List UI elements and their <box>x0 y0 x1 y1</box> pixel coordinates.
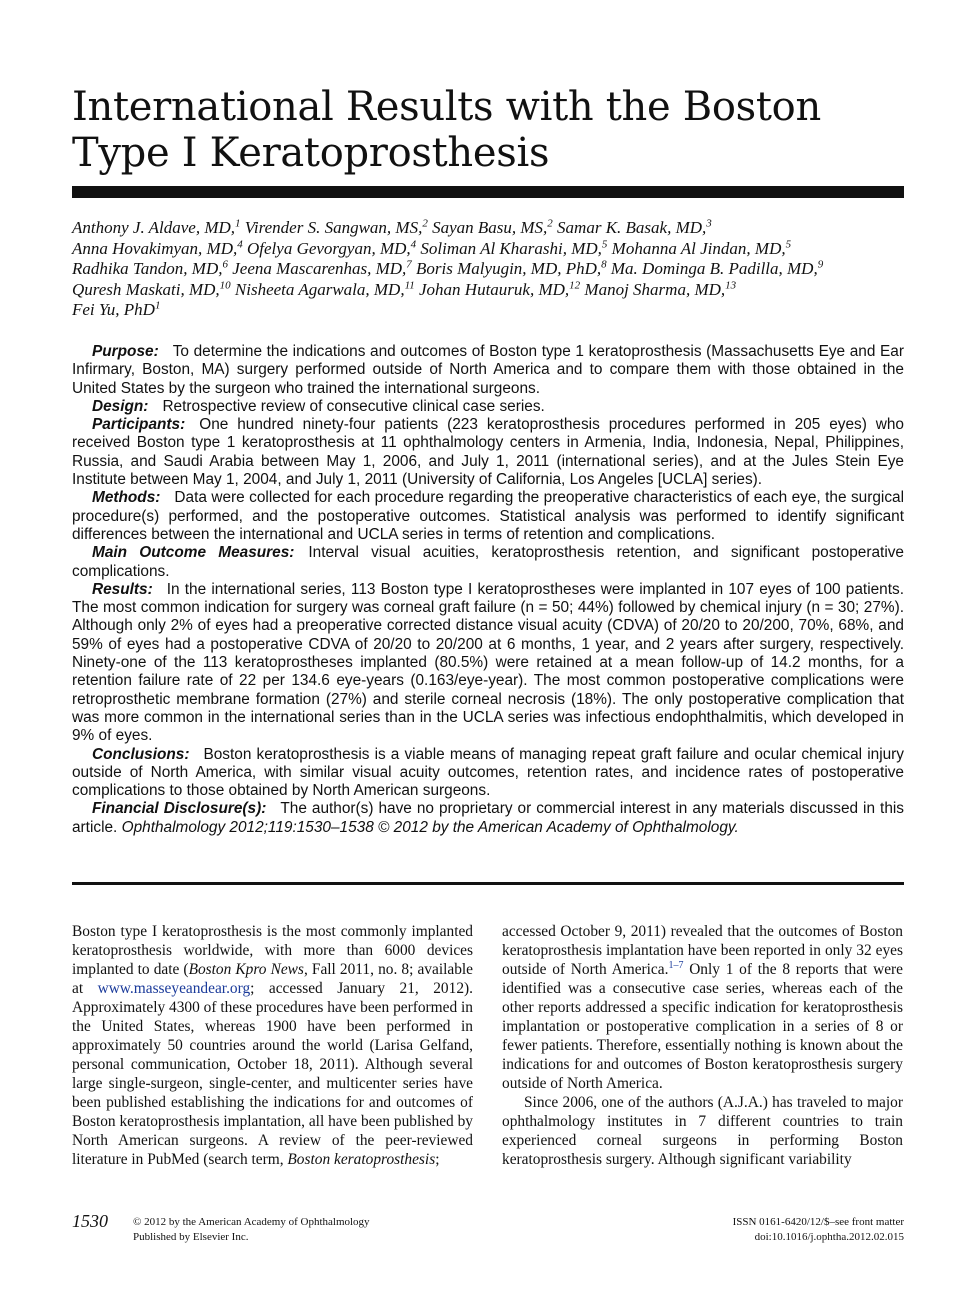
body-column-left <box>72 922 473 1169</box>
footer-left <box>133 1215 370 1245</box>
author: Boris Malyugin, MD, PhD,$^8$ <box>416 258 607 278</box>
body-paragraph: accessed October 9, 2011) revealed that the outcomes of Boston keratoprosthesis implantation have been reported in only 32 eyes outside of North America.$^{1-7}$ Only 1 of the 8 reports that were identified was a consecutive case series, whereas each of the other reports addressed a specific indication for keratoprosthesis implantation or postoperative complication in a series of 8 or fewer patients. Therefore, essentially nothing is known about the indications for and outcomes of Boston keratoprosthesis surgery outside of North America. <box>502 923 903 1092</box>
author-list <box>72 218 912 321</box>
author: Soliman Al Kharashi, MD,$^5$ <box>420 237 608 258</box>
page-number: 1530 <box>72 1211 108 1231</box>
author: Quresh Maskati, MD,$^{10}$ <box>72 278 231 299</box>
body-column-right <box>502 922 903 1169</box>
author: Ma. Dominga B. Padilla, MD,$^9$ <box>610 258 824 278</box>
abstract-outcome-measures: Main Outcome Measures: Interval visual acuities, keratoprosthesis retention, and significant postoperative complications. <box>72 544 904 580</box>
author: Sayan Basu, MS,$^2$ <box>432 217 553 237</box>
body-paragraph: Boston type I keratoprosthesis is the most commonly implanted keratoprosthesis worldwide, with more than 6000 devices implanted to date (Boston Kpro News, Fall 2011, no. 8; available at www.masseyeandear.org; accessed January 21, 2012). Approximately 4300 of these procedures have been performed in the United States, whereas 1900 have been performed in approximately 50 countries around the world (Larisa Gelfand, personal communication, October 18, 2011). Although several large single-surgeon, single-center, and multicenter series have been published establishing the indications for and outcomes of Boston keratoprosthesis implantation, all have been published by North American surgeons. A review of the peer-reviewed literature in PubMed (search term, Boston keratoprosthesis; <box>72 923 474 1168</box>
title-rule <box>72 186 904 198</box>
author: Virender S. Sangwan, MS,$^2$ <box>244 217 428 237</box>
abstract-methods: Methods: Data were collected for each procedure regarding the preoperative characteristics of each eye, the surgical procedure(s) performed, and the postoperative outcomes. Statistical analysis was performed to identify significant differences between the international and UCLA series in terms of retention and complications. <box>72 489 904 543</box>
publisher: Published by Elsevier Inc. <box>133 1231 249 1243</box>
author: Mohanna Al Jindan, MD,$^5$ <box>611 237 792 258</box>
abstract <box>72 343 904 837</box>
abstract-disclosure: Financial Disclosure(s): The author(s) have no proprietary or commercial interest in any materials discussed in this article. Ophthalmology 2012;119:1530–1538 © 2012 by the American Academy of Ophthalmology. <box>72 800 904 836</box>
author: Johan Hutauruk, MD,$^{12}$ <box>419 278 581 299</box>
author: Anthony J. Aldave, MD,$^1$ <box>72 217 241 237</box>
author: Fei Yu, PhD$^1$ <box>72 299 161 319</box>
author: Nisheeta Agarwala, MD,$^{11}$ <box>234 278 415 299</box>
author: Radhika Tandon, MD,$^6$ <box>72 258 228 278</box>
abstract-rule <box>72 882 904 885</box>
article-title: International Results with the Boston Type I Keratoprosthesis <box>72 84 821 176</box>
copyright: © 2012 by the American Academy of Ophthalmology <box>133 1216 370 1228</box>
doi: doi:10.1016/j.ophtha.2012.02.015 <box>754 1231 904 1243</box>
abstract-design: Design: Retrospective review of consecutive clinical case series. <box>92 397 545 415</box>
author: Anna Hovakimyan, MD,$^4$ <box>72 237 243 258</box>
author: Manoj Sharma, MD,$^{13}$ <box>584 278 737 299</box>
author: Ofelya Gevorgyan, MD,$^4$ <box>247 237 417 258</box>
website-link[interactable]: www.masseyeandear.org <box>97 980 251 997</box>
abstract-results: Results: In the international series, 113 Boston type I keratoprostheses were implanted in 107 eyes of 100 patients. The most common indication for surgery was corneal graft failure (n = 50; 44%) followed by chemical injury (n = 30; 27%). Although only 2% of eyes had a preoperative corrected distance visual acuity (CDVA) of 20/20 to 20/200, 70%, 68%, and 59% of eyes had a postoperative CDVA of 20/20 to 20/200 at 6 months, 1 year, and 2 years after surgery, respectively. Ninety-one of the 113 keratoprostheses implanted (80.5%) were retained at a mean follow-up of 14.2 months, for a retention failure rate of 22 per 134.6 eye-years (0.163/eye-year). The most common postoperative complications were retroprosthetic membrane formation (27%) and sterile corneal necrosis (18%). The only postoperative complication that was more common in the international series than in the UCLA series was infectious endophthalmitis, which developed in 9% of eyes. <box>72 580 904 745</box>
reference-link[interactable]: 1–7 <box>668 959 684 971</box>
abstract-conclusions: Conclusions: Boston keratoprosthesis is a viable means of managing repeat graft failure and ocular chemical injury outside of North America, with similar visual acuity outcomes, retention rates, and incidence rates of postoperative complications to those obtained by North American surgeons. <box>72 745 904 800</box>
abstract-purpose: Purpose: To determine the indications and outcomes of Boston type 1 keratoprosthesis (Massachusetts Eye and Ear Infirmary, Boston, MA) surgery performed outside of North America and to compare them with those obtained in the United States by the surgeon who trained the international surgeons. <box>72 343 904 397</box>
abstract-participants: Participants: One hundred ninety-four patients (223 keratoprosthesis procedures performed in 205 eyes) who received Boston type 1 keratoprosthesis at 11 ophthalmology centers in Armenia, India, Indonesia, Nepal, Philippines, Russia, and Saudi Arabia between May 1, 2006, and July 1, 2011 (international series), and at the Jules Stein Eye Institute between May 1, 2004, and July 1, 2011 (University of California, Los Angeles [UCLA] series). <box>72 416 904 489</box>
author: Samar K. Basak, MD,$^3$ <box>557 217 712 237</box>
footer-right <box>733 1215 904 1245</box>
author: Jeena Mascarenhas, MD,$^7$ <box>232 258 412 278</box>
issn: ISSN 0161-6420/12/$–see front matter <box>732 1216 904 1228</box>
body-paragraph: Since 2006, one of the authors (A.J.A.) has traveled to major ophthalmology institutes in 7 different countries to train experienced corneal surgeons in performing Boston keratoprosthesis surgery. Although significant variability <box>502 1094 903 1168</box>
citation: Ophthalmology 2012;119:1530–1538 © 2012 by the American Academy of Ophthalmology. <box>121 818 739 836</box>
